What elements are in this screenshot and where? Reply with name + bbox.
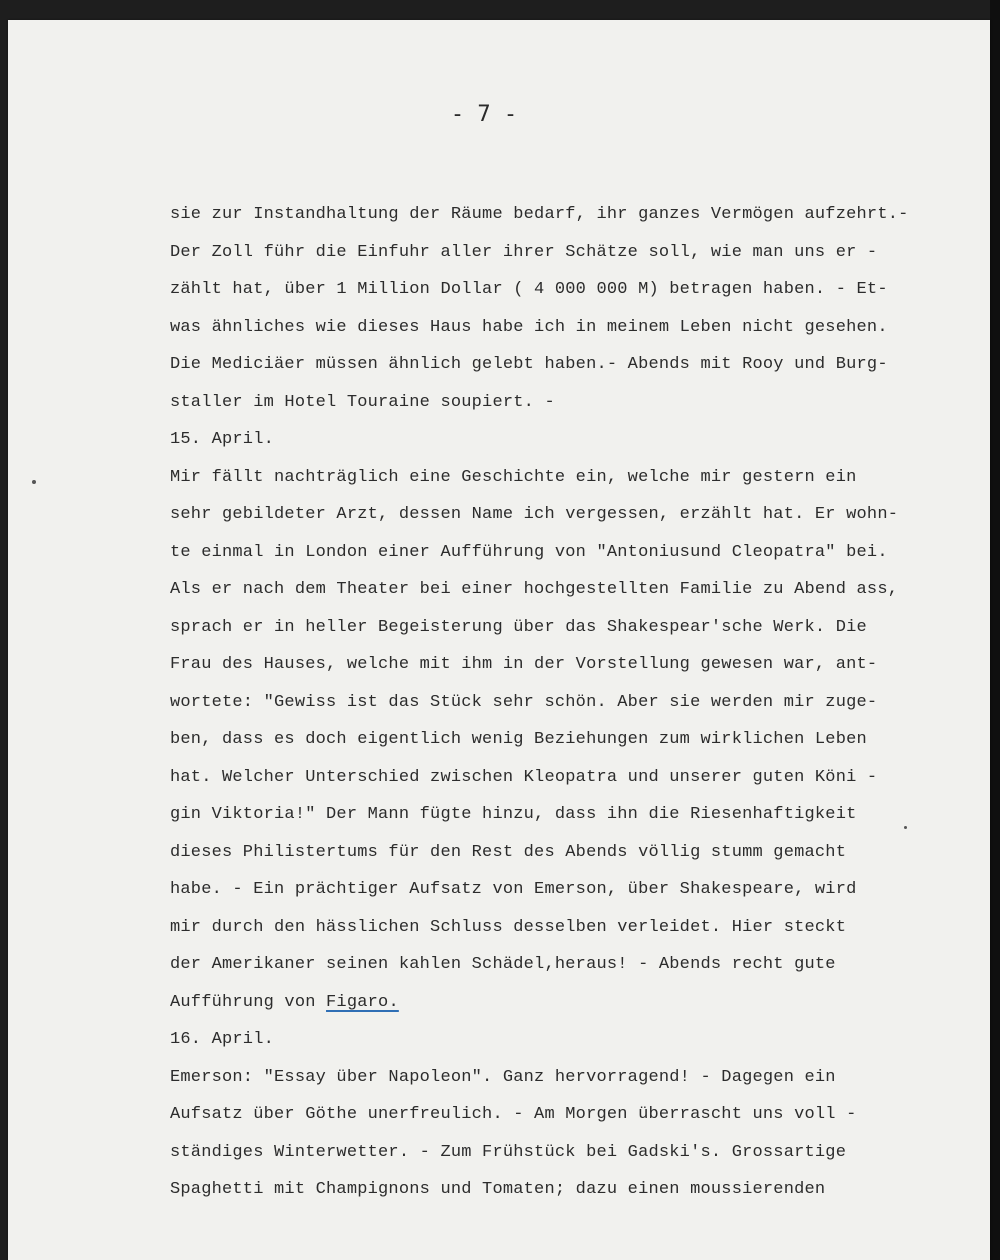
paper-speck (32, 480, 36, 484)
text-line: wortete: "Gewiss ist das Stück sehr schön. Aber sie werden mir zuge- (170, 692, 878, 712)
text-line: hat. Welcher Unterschied zwischen Kleopatra und unserer guten Köni - (170, 767, 878, 787)
text-line: zählt hat, über 1 Million Dollar ( 4 000 000 M) betragen haben. - Et- (170, 280, 888, 299)
text-line: ständiges Winterwetter. - Zum Frühstück bei Gadski's. Grossartige (170, 1142, 847, 1162)
text-line: dieses Philistertums für den Rest des Abends völlig stumm gemacht (170, 842, 847, 862)
text-line-figaro (170, 984, 970, 1022)
text-line: was ähnliches wie dieses Haus habe ich in meinem Leben nicht gesehen. (170, 317, 888, 337)
text-line: Als er nach dem Theater bei einer hochgestellten Familie zu Abend ass, (170, 580, 899, 599)
text-line: Spaghetti mit Champignons und Tomaten; dazu einen moussierenden (170, 1180, 826, 1199)
text-line: sie zur Instandhaltung der Räume bedarf, ihr ganzes Vermögen aufzehrt.- (170, 205, 909, 224)
text-line: Der Zoll führ die Einfuhr aller ihrer Schätze soll, wie man uns er - (170, 242, 878, 262)
text-line: Aufsatz über Göthe unerfreulich. - Am Morgen überrascht uns voll - (170, 1105, 857, 1124)
text-line: der Amerikaner seinen kahlen Schädel,heraus! - Abends recht gute (170, 955, 836, 974)
date-heading-april-15: 15. April. (170, 430, 275, 449)
date-heading-april-16: 16. April. (170, 1030, 275, 1049)
text-line: Mir fällt nachträglich eine Geschichte ein, welche mir gestern ein (170, 467, 857, 487)
paper-speck (904, 826, 907, 829)
page-number: - 7 - (450, 102, 518, 127)
figaro-underlined: Figaro. (326, 992, 399, 1012)
text-line: te einmal in London einer Aufführung von "Antoniusund Cleopatra" bei. (170, 542, 888, 562)
figaro-prefix: Aufführung von (170, 992, 327, 1012)
typewritten-page (8, 20, 990, 1260)
text-line: habe. - Ein prächtiger Aufsatz von Emerson, über Shakespeare, wird (170, 880, 857, 899)
text-line: Frau des Hauses, welche mit ihm in der Vorstellung gewesen war, ant- (170, 655, 878, 674)
diary-text (170, 196, 970, 1209)
text-line: staller im Hotel Touraine soupiert. - (170, 392, 555, 412)
text-line: gin Viktoria!" Der Mann fügte hinzu, dass ihn die Riesenhaftigkeit (170, 805, 857, 824)
text-line: sprach er in heller Begeisterung über das Shakespear'sche Werk. Die (170, 617, 867, 637)
scan-edge (990, 0, 1000, 1260)
text-line: Emerson: "Essay über Napoleon". Ganz hervorragend! - Dagegen ein (170, 1067, 836, 1087)
text-line: mir durch den hässlichen Schluss desselben verleidet. Hier steckt (170, 917, 847, 937)
text-line: Die Mediciäer müssen ähnlich gelebt haben.- Abends mit Rooy und Burg- (170, 355, 888, 374)
text-line: sehr gebildeter Arzt, dessen Name ich vergessen, erzählt hat. Er wohn- (170, 505, 899, 524)
text-line: ben, dass es doch eigentlich wenig Beziehungen zum wirklichen Leben (170, 730, 867, 749)
